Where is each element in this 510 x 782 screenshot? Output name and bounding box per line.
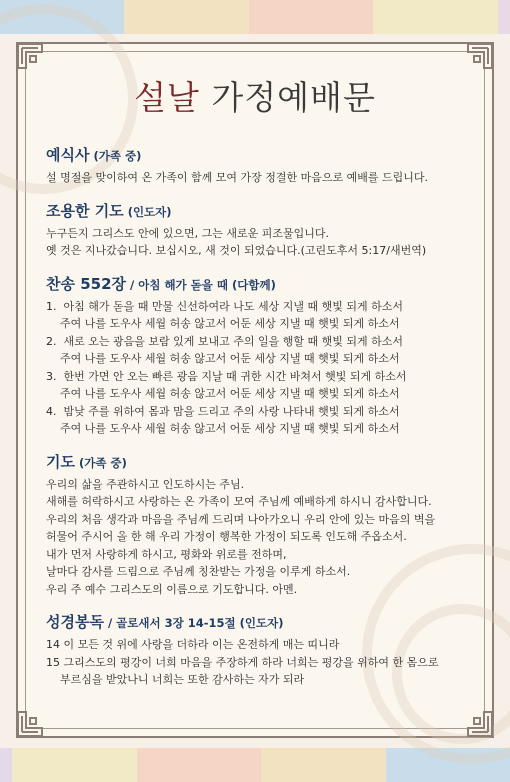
- hymn-refrain: 주여 나를 도우사 세월 허송 않고서 어둔 세상 지낼 때 햇빛 되게 하소서: [60, 317, 400, 330]
- section-line: 내가 먼저 사랑하게 하시고, 평화와 위로를 전하며,: [46, 547, 287, 561]
- stripe-block: [124, 0, 248, 34]
- section-line: 설 명절을 맞이하여 온 가족이 함께 모여 가장 정결한 마음으로 예배를 드립니다.: [46, 171, 428, 184]
- corner-ornament-icon: [16, 710, 44, 738]
- verse-number: 4.: [46, 404, 57, 418]
- page-title: [18, 72, 492, 119]
- hymn-refrain: 주여 나를 도우사 세월 허송 않고서 어둔 세상 지낼 때 햇빛 되게 하소서: [60, 352, 400, 365]
- section-line: 허물어 주시어 올 한 해 우리 가정이 행복한 가정이 되도록 인도해 주옵소서.: [46, 530, 407, 543]
- section-hymn: [46, 273, 476, 438]
- section-line: 새해를 허락하시고 사랑하는 온 가족이 모여 주님께 예배하게 하시니 감사합니다.: [46, 495, 432, 508]
- heading-text: 찬송 552장: [46, 274, 127, 293]
- hymn-verse: [46, 403, 476, 421]
- stripe-block: [137, 748, 261, 782]
- section-heading: [46, 273, 476, 294]
- section-prayer: [46, 451, 476, 599]
- hymn-verse: [46, 368, 476, 386]
- title-rest: 가정예배문: [199, 78, 376, 117]
- section-scripture: [46, 611, 476, 689]
- verse-line: 새로 오는 광음을 보람 있게 보내고 주의 일을 행할 때 햇빛 되게 하소서: [60, 334, 403, 348]
- hymn-verse: [46, 298, 476, 316]
- heading-text: 예식사: [46, 146, 90, 164]
- section-line: 부르심을 받았나니 너희는 또한 감사하는 자가 되라: [60, 673, 305, 686]
- section-line: 우리 주 예수 그리스도의 이름으로 기도합니다. 아멘.: [46, 582, 298, 596]
- stripe-block: [373, 0, 497, 34]
- heading-text: 성경봉독: [46, 613, 104, 631]
- stripe-block: [498, 0, 510, 34]
- section-heading: [46, 144, 476, 165]
- section-line: 날마다 감사를 드림으로 주님께 칭찬받는 가정을 이루게 하소서.: [46, 565, 351, 578]
- stripe-block: [12, 748, 136, 782]
- section-heading: [46, 451, 476, 472]
- section-line: 14 이 모든 것 위에 사랑을 더하라 이는 온전하게 매는 띠니라: [46, 638, 340, 651]
- heading-sub: (인도자): [123, 204, 172, 219]
- heading-text: 기도: [46, 452, 75, 471]
- verse-line: 한번 가면 안 오는 빠른 광음 지날 때 귀한 시간 바쳐서 햇빛 되게 하소서: [60, 369, 407, 383]
- corner-ornament-icon: [466, 42, 494, 70]
- section-line: 15 그리스도의 평강이 너희 마음을 주장하게 하라 너희는 평강을 위하여 한 몸으로: [46, 655, 439, 669]
- verse-number: 2.: [46, 334, 57, 348]
- title-accent: 설날: [134, 78, 200, 117]
- heading-sub: (가족 중): [89, 149, 142, 163]
- hymn-verses: [46, 298, 476, 438]
- hymn-refrain: 주여 나를 도우사 세월 허송 않고서 어둔 세상 지낼 때 햇빛 되게 하소서: [60, 422, 400, 435]
- document-card: [16, 42, 494, 738]
- section-opening: [46, 144, 476, 187]
- section-line: 누구든지 그리스도 안에 있으면, 그는 새로운 피조물입니다.: [46, 226, 329, 240]
- verse-line: 아침 해가 돋을 때 만물 신선하여라 나도 세상 지낼 때 햇빛 되게 하소서: [60, 299, 403, 313]
- hymn-verse: [46, 333, 476, 351]
- worship-content: [46, 144, 476, 702]
- corner-ornament-icon: [16, 42, 44, 70]
- section-line: 우리의 처음 생각과 마음을 주님께 드리며 나아가오니 우리 안에 있는 마음의 벽을: [46, 512, 436, 526]
- stripe-block: [261, 748, 385, 782]
- corner-ornament-icon: [466, 710, 494, 738]
- section-line: 옛 것은 지나갔습니다. 보십시오, 새 것이 되었습니다.(고린도후서 5:17/새번역): [46, 244, 427, 257]
- heading-sub: / 아침 해가 돋을 때 (다함께): [126, 277, 276, 292]
- section-heading: [46, 200, 476, 221]
- section-line: 우리의 삶을 주관하시고 인도하시는 주님.: [46, 477, 245, 491]
- stripe-block: [0, 748, 12, 782]
- hymn-refrain: 주여 나를 도우사 세월 허송 않고서 어둔 세상 지낼 때 햇빛 되게 하소서: [60, 387, 400, 400]
- heading-text: 조용한 기도: [46, 201, 124, 220]
- heading-sub: / 골로새서 3장 14-15절 (인도자): [103, 616, 284, 630]
- stripe-block: [249, 0, 373, 34]
- heading-sub: (가족 중): [74, 455, 127, 470]
- verse-number: 3.: [46, 369, 57, 383]
- section-silent-prayer: [46, 200, 476, 260]
- section-heading: [46, 611, 476, 632]
- verse-line: 밤낮 주를 위하여 몸과 맘을 드리고 주의 사랑 나타내 햇빛 되게 하소서: [60, 404, 400, 418]
- verse-number: 1.: [46, 299, 57, 313]
